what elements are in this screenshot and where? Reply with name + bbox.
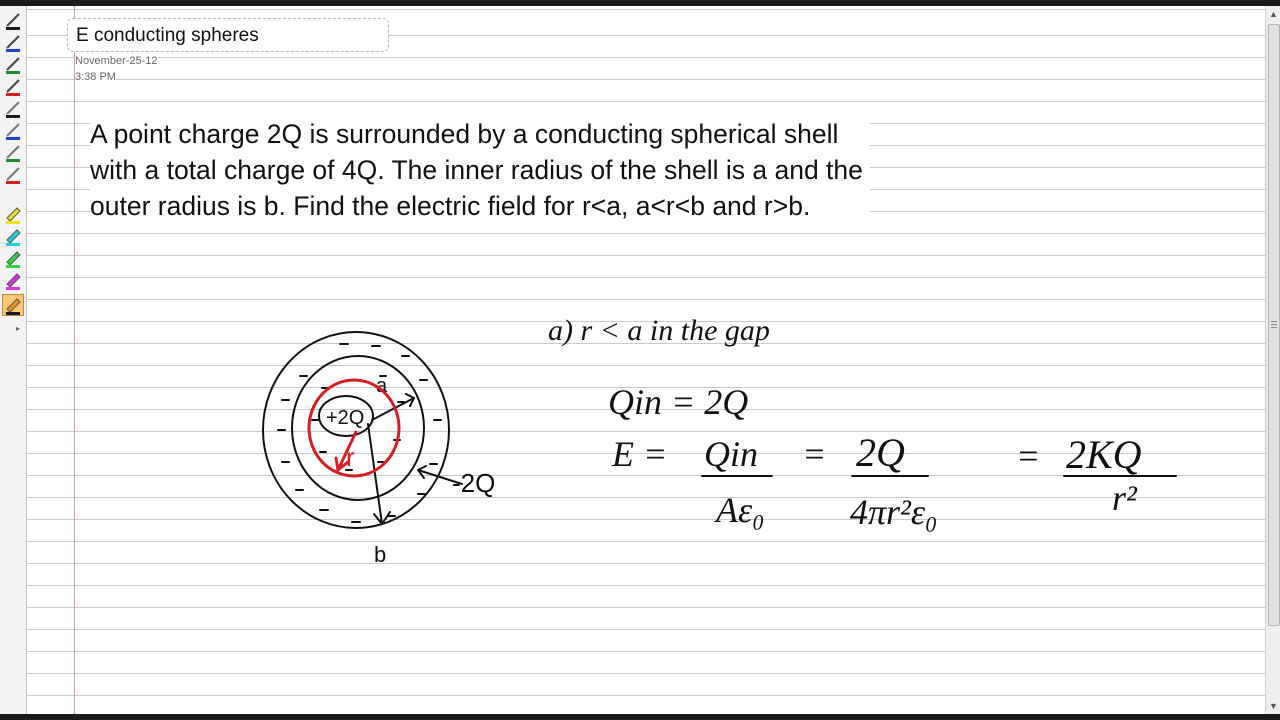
scroll-up-icon[interactable]: ▲: [1269, 9, 1278, 19]
part-a-heading: a) r < a in the gap: [548, 314, 770, 347]
inner-radius-label: a: [376, 375, 388, 397]
inner-surface-charge-label: -2Q: [452, 468, 496, 498]
vertical-scrollbar[interactable]: [1265, 6, 1280, 714]
scroll-down-icon[interactable]: ▼: [1269, 701, 1278, 711]
equals-2: =: [1016, 436, 1041, 476]
outer-radius-label: b: [374, 542, 387, 567]
page-date: November-25-12: [75, 55, 158, 67]
part-a-work: [548, 314, 1176, 532]
gaussian-radius-label: r: [346, 442, 355, 472]
page-title[interactable]: E conducting spheres: [76, 25, 259, 46]
qin-numerator: Qin: [704, 434, 758, 474]
center-charge-label: +2Q: [326, 407, 365, 429]
two-kq-numerator: 2KQ: [1066, 432, 1142, 477]
sphere-diagram: [263, 332, 495, 567]
scroll-thumb[interactable]: [1268, 24, 1280, 626]
scroll-grip-icon: [1271, 321, 1277, 329]
page-time: 3:38 PM: [75, 71, 116, 83]
outer-surface-circle: [263, 332, 449, 528]
two-q-numerator: 2Q: [856, 430, 905, 475]
window-bottom-edge: [0, 714, 1280, 720]
toolbar-expand-icon[interactable]: ▸: [16, 324, 21, 333]
four-pi-denominator: 4πr²ε₀: [850, 492, 938, 532]
q-enclosed-line: Qin = 2Q: [608, 382, 749, 422]
equals-1: =: [802, 434, 827, 474]
problem-statement[interactable]: A point charge 2Q is surrounded by a conducting spherical shell with a total charge of 4Q. The inner radius of the shell is a and the outer radius is b. Find the electric field for r<a, a<r<b and r>b.: [90, 116, 870, 224]
e-equals: E =: [612, 434, 668, 474]
a-epsilon-denominator: Aε₀: [716, 490, 765, 530]
r-squared-denominator: r²: [1112, 478, 1137, 518]
field-equation: [611, 430, 1176, 532]
